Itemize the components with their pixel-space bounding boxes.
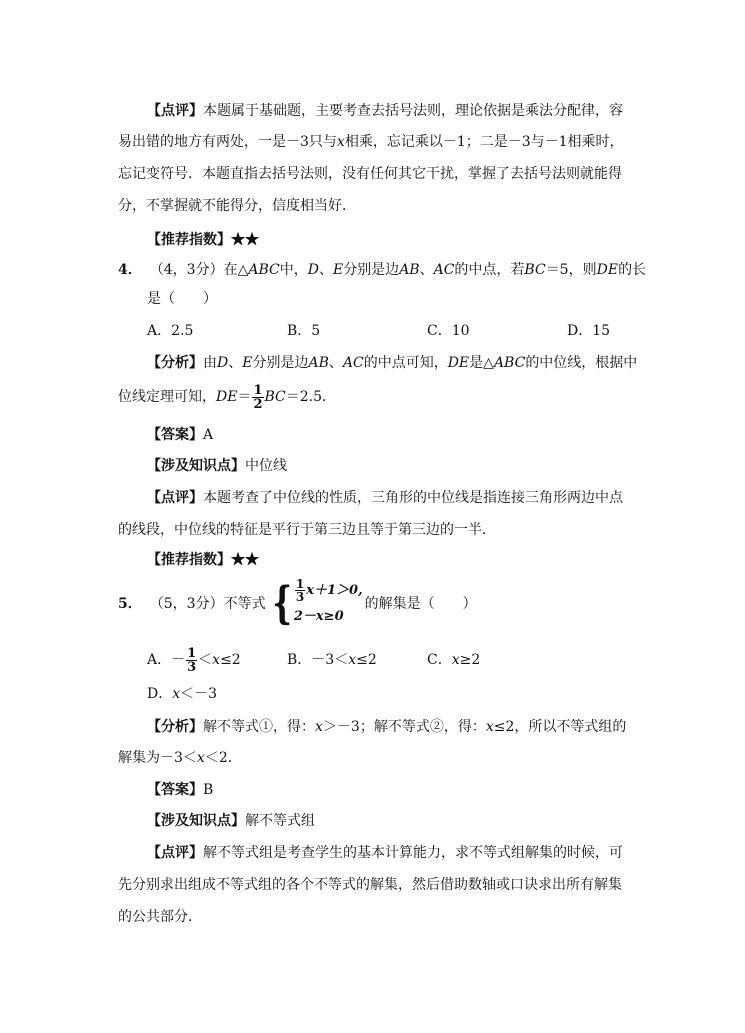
q5-comment-line-2: 先分别求出组成不等式组的各个不等式的解集，然后借助数轴或口诀求出所有解集	[118, 877, 622, 893]
q4-analysis-line-1: 【分析】由D、E分别是边AB、AC的中点可知，DE是△ABC的中位线，根据中	[147, 355, 638, 371]
q4-comment-line-2: 的线段，中位线的特征是平行于第三边且等于第三边的一半．	[118, 522, 496, 538]
q4-option-a: A．2.5	[147, 323, 194, 339]
q4-answer: 【答案】A	[147, 427, 214, 443]
comment-line-3: 忘记变符号．本题直指去括号法则，没有任何其它干扰，掌握了去括号法则就能得	[118, 166, 622, 182]
q5-analysis-line-2: 解集为－3＜x＜2．	[118, 750, 242, 766]
q5-comment-line-1: 【点评】解不等式组是考查学生的基本计算能力，求不等式组解集的时候，可	[147, 845, 623, 861]
q4-stem-line-2: 是（ ）	[147, 291, 217, 307]
stars-icon: ★★	[231, 232, 259, 248]
q5-option-c: C．x≥2	[427, 652, 481, 668]
stars-icon: ★★	[231, 552, 259, 568]
recommend-index: 【推荐指数】★★	[147, 232, 259, 248]
left-brace-icon: {	[271, 578, 292, 629]
q4-stem-line-1: 4． （4，3分）在△ABC中，D、E分别是边AB、AC的中点，若BC＝5，则DE的长	[118, 262, 647, 278]
comment-line-2: 易出错的地方有两处，一是－3只与x相乘，忘记乘以－1；二是－3与－1相乘时，	[118, 134, 624, 150]
q5-analysis-line-1: 【分析】解不等式①，得：x＞－3；解不等式②，得：x≤2，所以不等式组的	[147, 719, 627, 735]
inequality-2: 2－x≥0	[293, 609, 344, 624]
q5-number: 5．	[118, 596, 142, 612]
q4-option-b: B．5	[287, 323, 321, 339]
q4-number: 4．	[118, 262, 142, 278]
q5-knowledge-point: 【涉及知识点】解不等式组	[147, 813, 315, 829]
q4-knowledge-point: 【涉及知识点】中位线	[147, 458, 287, 474]
q5-option-b: B．－3＜x≤2	[287, 652, 377, 668]
q4-recommend-index: 【推荐指数】★★	[147, 552, 259, 568]
comment-line-1: 【点评】本题属于基础题，主要考查去括号法则，理论依据是乘法分配律，容	[147, 103, 623, 119]
q5-stem: 5． （5，3分）不等式 { $\frac{1}{3}$ x＋1＞0, 2－x≥0 的解集是（ ）	[118, 577, 477, 629]
q4-option-d: D．15	[567, 323, 611, 339]
fraction-one-half: $\frac{1}{2}$	[253, 382, 263, 412]
q4-comment-line-1: 【点评】本题考查了中位线的性质，三角形的中位线是指连接三角形两边中点	[147, 490, 623, 506]
q5-comment-line-3: 的公共部分．	[118, 909, 202, 925]
q5-option-a: A．－ $\frac{1}{3}$ ＜x≤2	[147, 645, 241, 675]
q4-analysis-line-2: 位线定理可知，DE＝ $\frac{1}{2}$ BC＝2.5．	[118, 382, 337, 412]
inequality-system	[268, 578, 363, 630]
q4-option-c: C．10	[427, 323, 470, 339]
q5-option-d: D．x＜－3	[147, 686, 218, 702]
comment-tag: 【点评】	[147, 103, 203, 119]
comment-line-4: 分，不掌握就不能得分，信度相当好．	[118, 198, 356, 214]
q5-answer: 【答案】B	[147, 782, 214, 798]
inequality-1: $\frac{1}{3}$ x＋1＞0,	[295, 577, 363, 604]
